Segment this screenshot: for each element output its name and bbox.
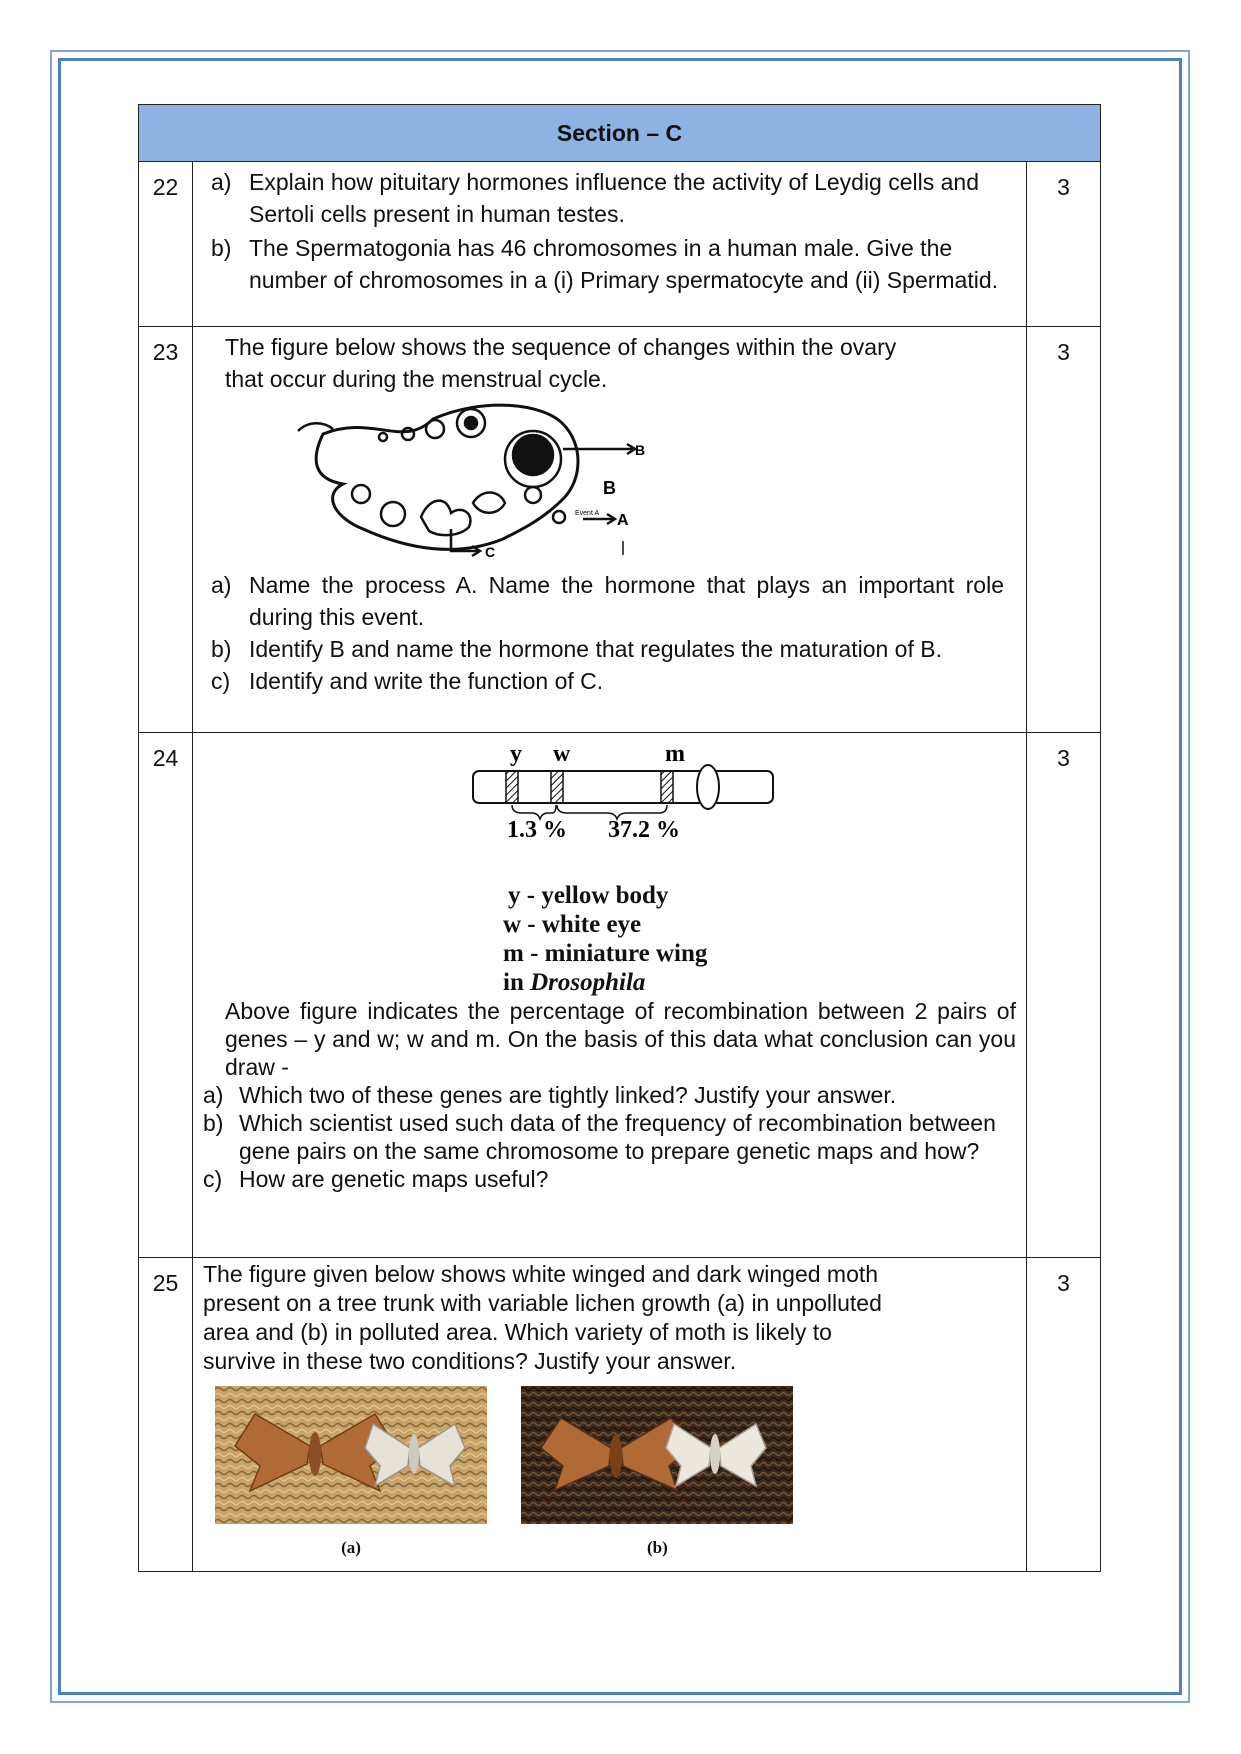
- question-body: [193, 327, 1027, 733]
- question-row-22: [139, 162, 1101, 327]
- sub-question-list: [203, 569, 1004, 697]
- sub-question-text: Identify B and name the hormone that regulates the maturation of B.: [249, 636, 942, 662]
- question-text-line: area and (b) in polluted area. Which variety of moth is likely to: [203, 1319, 832, 1345]
- question-number: 25: [139, 1258, 193, 1572]
- sub-question-text: The Spermatogonia has 46 chromosomes in a human male. Give the number of chromosomes in a (i) Primary spermatocyte and (ii) Spermatid.: [249, 235, 999, 293]
- moth-figure: [215, 1386, 1016, 1562]
- sub-question-text: Name the process A. Name the hormone that plays an important role during this event.: [249, 572, 1004, 630]
- sub-question-text: Explain how pituitary hormones influence the activity of Leydig cells and Sertoli cells present in human testes.: [249, 169, 980, 227]
- sub-question-label: a): [211, 169, 232, 195]
- sub-question-label: a): [211, 572, 232, 598]
- sub-question-label: a): [203, 1082, 224, 1108]
- sub-question-label: c): [211, 668, 231, 694]
- sub-question: [203, 633, 1004, 665]
- sub-question: [203, 1165, 1016, 1193]
- legend-organism-name: Drosophila: [530, 969, 646, 996]
- question-number: 22: [139, 162, 193, 327]
- question-intro-line: that occur during the menstrual cycle.: [225, 366, 608, 392]
- chromosome-map: [203, 737, 1037, 847]
- sub-question-list: [203, 1081, 1016, 1193]
- sub-question-text: Identify and write the function of C.: [249, 668, 604, 694]
- question-row-24: [139, 733, 1101, 1258]
- marks: 3: [1027, 733, 1101, 1258]
- question-text-line: present on a tree trunk with variable lichen growth (a) in unpolluted: [203, 1290, 882, 1316]
- question-body: [193, 162, 1027, 327]
- question-number: 24: [139, 733, 193, 1258]
- sub-question: [203, 1109, 1016, 1165]
- figure-label-b: B: [603, 478, 616, 498]
- recombination-yw: 1.3 %: [507, 817, 567, 843]
- sub-question-text: Which scientist used such data of the frequency of recombination between gene pairs on the same chromosome to prepare genetic maps and how?: [239, 1110, 996, 1164]
- gene-label-m: m: [665, 741, 685, 767]
- moth-panel-b: [521, 1386, 793, 1562]
- moth-caption-b: (b): [647, 1538, 668, 1557]
- recombination-wm: 37.2 %: [608, 817, 680, 843]
- figure-label-c: C: [485, 544, 496, 560]
- question-row-25: [139, 1258, 1101, 1572]
- marks: 3: [1027, 1258, 1101, 1572]
- section-title: Section – C: [139, 105, 1101, 162]
- sub-question-label: b): [211, 636, 232, 662]
- moth-photo-unpolluted: [215, 1386, 487, 1524]
- figure-label-b: B: [635, 442, 646, 458]
- moth-photo-polluted: [521, 1386, 793, 1524]
- question-row-23: [139, 327, 1101, 733]
- question-intro-line: The figure below shows the sequence of changes within the ovary: [225, 334, 897, 360]
- question-intro: Above figure indicates the percentage of recombination between 2 pairs of genes – y and w; w and m. On the basis of this data what conclusion can you draw -: [225, 998, 1016, 1080]
- sub-question: [203, 1081, 1016, 1109]
- gene-label-y: y: [510, 741, 522, 767]
- question-number: 23: [139, 327, 193, 733]
- figure-label-event: Event A: [575, 510, 600, 517]
- gene-label-w: w: [553, 741, 571, 767]
- sub-question: [203, 665, 1004, 697]
- sub-question-label: c): [203, 1166, 223, 1192]
- question-table: [138, 104, 1101, 1572]
- moth-panel-a: [215, 1386, 487, 1562]
- sub-question: [203, 232, 1016, 296]
- marks: 3: [1027, 327, 1101, 733]
- sub-question-label: b): [203, 1110, 224, 1136]
- question-text-line: The figure given below shows white winged and dark winged moth: [203, 1261, 879, 1287]
- legend-item-y: y - yellow body: [508, 882, 669, 909]
- sub-question-text: Which two of these genes are tightly linked? Justify your answer.: [239, 1082, 897, 1108]
- sub-question-text: How are genetic maps useful?: [239, 1166, 549, 1192]
- marks: 3: [1027, 162, 1101, 327]
- figure-label-a: A: [617, 512, 629, 529]
- sub-question-label: b): [211, 235, 232, 261]
- gene-legend: [503, 881, 1016, 997]
- sub-question: [203, 569, 1004, 633]
- ovary-diagram: [203, 399, 1037, 569]
- question-body: [193, 1258, 1027, 1572]
- question-text-line: survive in these two conditions? Justify your answer.: [203, 1348, 737, 1374]
- sub-question-list: [203, 166, 1016, 296]
- chromosome-bar: [473, 765, 773, 819]
- legend-item-w: w - white eye: [503, 911, 642, 938]
- legend-organism-prefix: in: [503, 969, 531, 996]
- legend-organism: [503, 968, 1016, 997]
- moth-caption-a: (a): [341, 1538, 361, 1557]
- question-body: [193, 733, 1027, 1258]
- legend-item-m: m - miniature wing: [503, 940, 708, 967]
- sub-question: [203, 166, 1016, 230]
